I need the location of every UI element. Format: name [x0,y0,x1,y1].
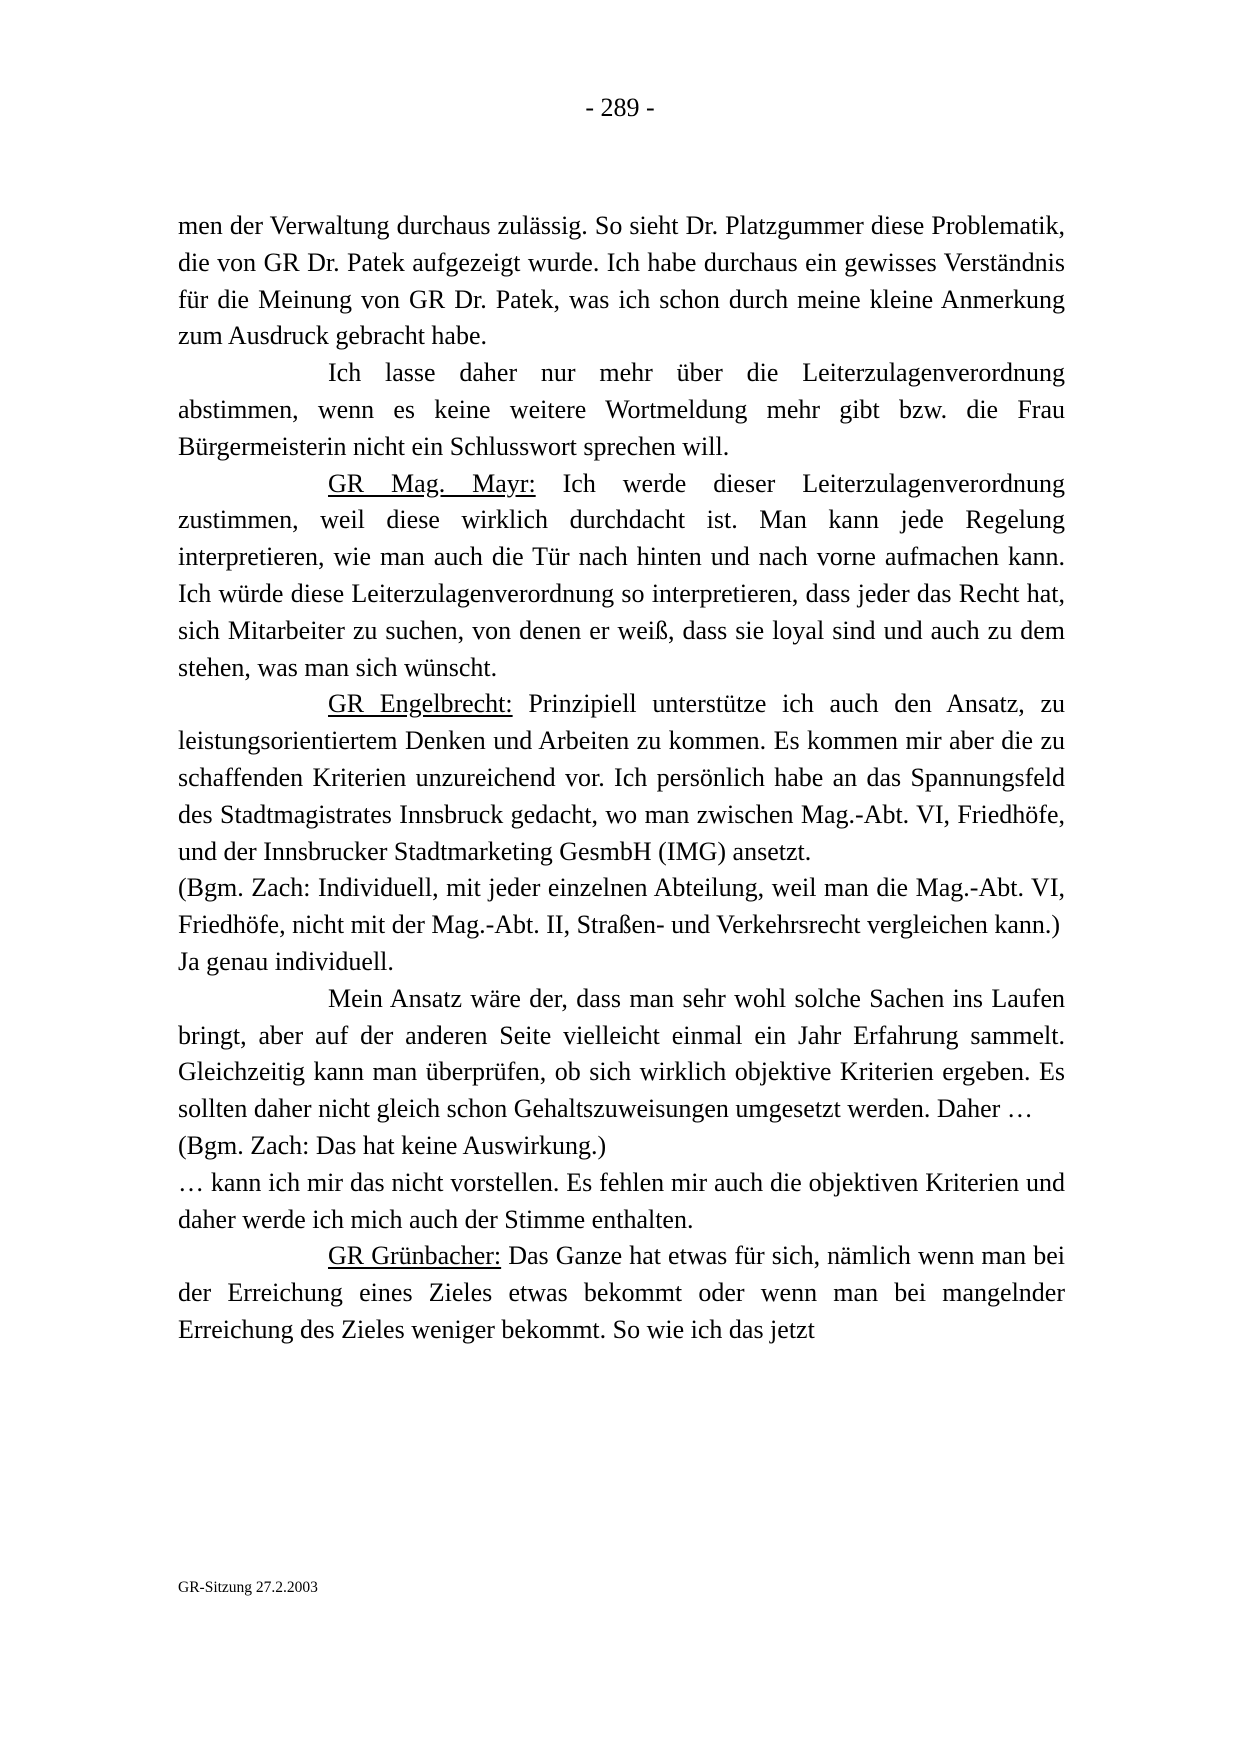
speaker-name: GR Engelbrecht: [328,689,513,719]
speech-paragraph [178,466,1065,687]
body-text [178,208,1065,1349]
speaker-name: GR Mag. Mayr: [328,468,536,498]
page-number: - 289 - [585,93,655,122]
paragraph: Mein Ansatz wäre der, dass man sehr wohl solche Sachen ins Laufen bringt, aber auf der anderen Seite vielleicht einmal ein Jahr Erfahrung sammelt. Gleichzeitig kann man überprüfen, ob sich wirklich objektive Kriterien ergeben. Es sollten daher nicht gleich schon Gehaltszuweisungen umgesetzt werden. Daher … [178,983,1065,1124]
interjection: (Bgm. Zach: Individuell, mit jeder einzelnen Abteilung, weil man die Mag.-Abt. VI, Friedhöfe, nicht mit der Mag.-Abt. II, Straßen- und Verkehrsrecht vergleichen kann.) [178,873,1065,940]
speaker-name: GR Grünbacher: [328,1241,502,1271]
speech-text: Prinzipiell unterstütze ich auch den Ansatz, zu leistungsorientiertem Denken und Arbeiten zu kommen. Es kommen mir aber die zu schaffenden Kriterien unzureichend vor. Ich persönlich habe an das Spannungsfeld des Stadtmagistrates Innsbruck gedacht, wo man zwischen Mag.-Abt. VI, Friedhöfe, und der Innsbrucker Stadtmarketing GesmbH (IMG) ansetzt. [178,689,1065,866]
footer: GR-Sitzung 27.2.2003 [178,1579,318,1596]
interjection: (Bgm. Zach: Das hat keine Auswirkung.) [178,1130,607,1160]
paragraph: men der Verwaltung durchaus zulässig. So sieht Dr. Platzgummer diese Problematik, die von GR Dr. Patek aufgezeigt wurde. Ich habe durchaus ein gewisses Verständnis für die Meinung von GR Dr. Patek, was ich schon durch meine kleine Anmerkung zum Ausdruck gebracht habe. [178,211,1065,351]
speech-paragraph [178,1238,1065,1348]
paragraph: Ja genau individuell. [178,946,394,976]
paragraph: … kann ich mir das nicht vorstellen. Es fehlen mir auch die objektiven Kriterien und daher werde ich mich auch der Stimme enthalten. [178,1167,1065,1234]
speech-text: Das Ganze hat etwas für sich, nämlich wenn man bei der Erreichung eines Zieles etwas bekommt oder wenn man bei mangelnder Erreichung des Zieles weniger bekommt. So wie ich das jetzt [178,1241,1065,1344]
speech-text: Ich werde dieser Leiterzulagenverordnung zustimmen, weil diese wirklich durchdacht ist. Man kann jede Regelung interpretieren, wie man auch die Tür nach hinten und nach vorne aufmachen kann. Ich würde diese Leiterzulagenverordnung so interpretieren, dass jeder das Recht hat, sich Mitarbeiter zu suchen, von denen er weiß, dass sie loyal sind und auch zu dem stehen, was man sich wünscht. [178,468,1065,682]
paragraph: Ich lasse daher nur mehr über die Leiterzulagenverordnung abstimmen, wenn es keine weitere Wortmeldung mehr gibt bzw. die Frau Bürgermeisterin nicht ein Schlusswort sprechen will. [178,358,1065,461]
speech-paragraph [178,686,1065,870]
